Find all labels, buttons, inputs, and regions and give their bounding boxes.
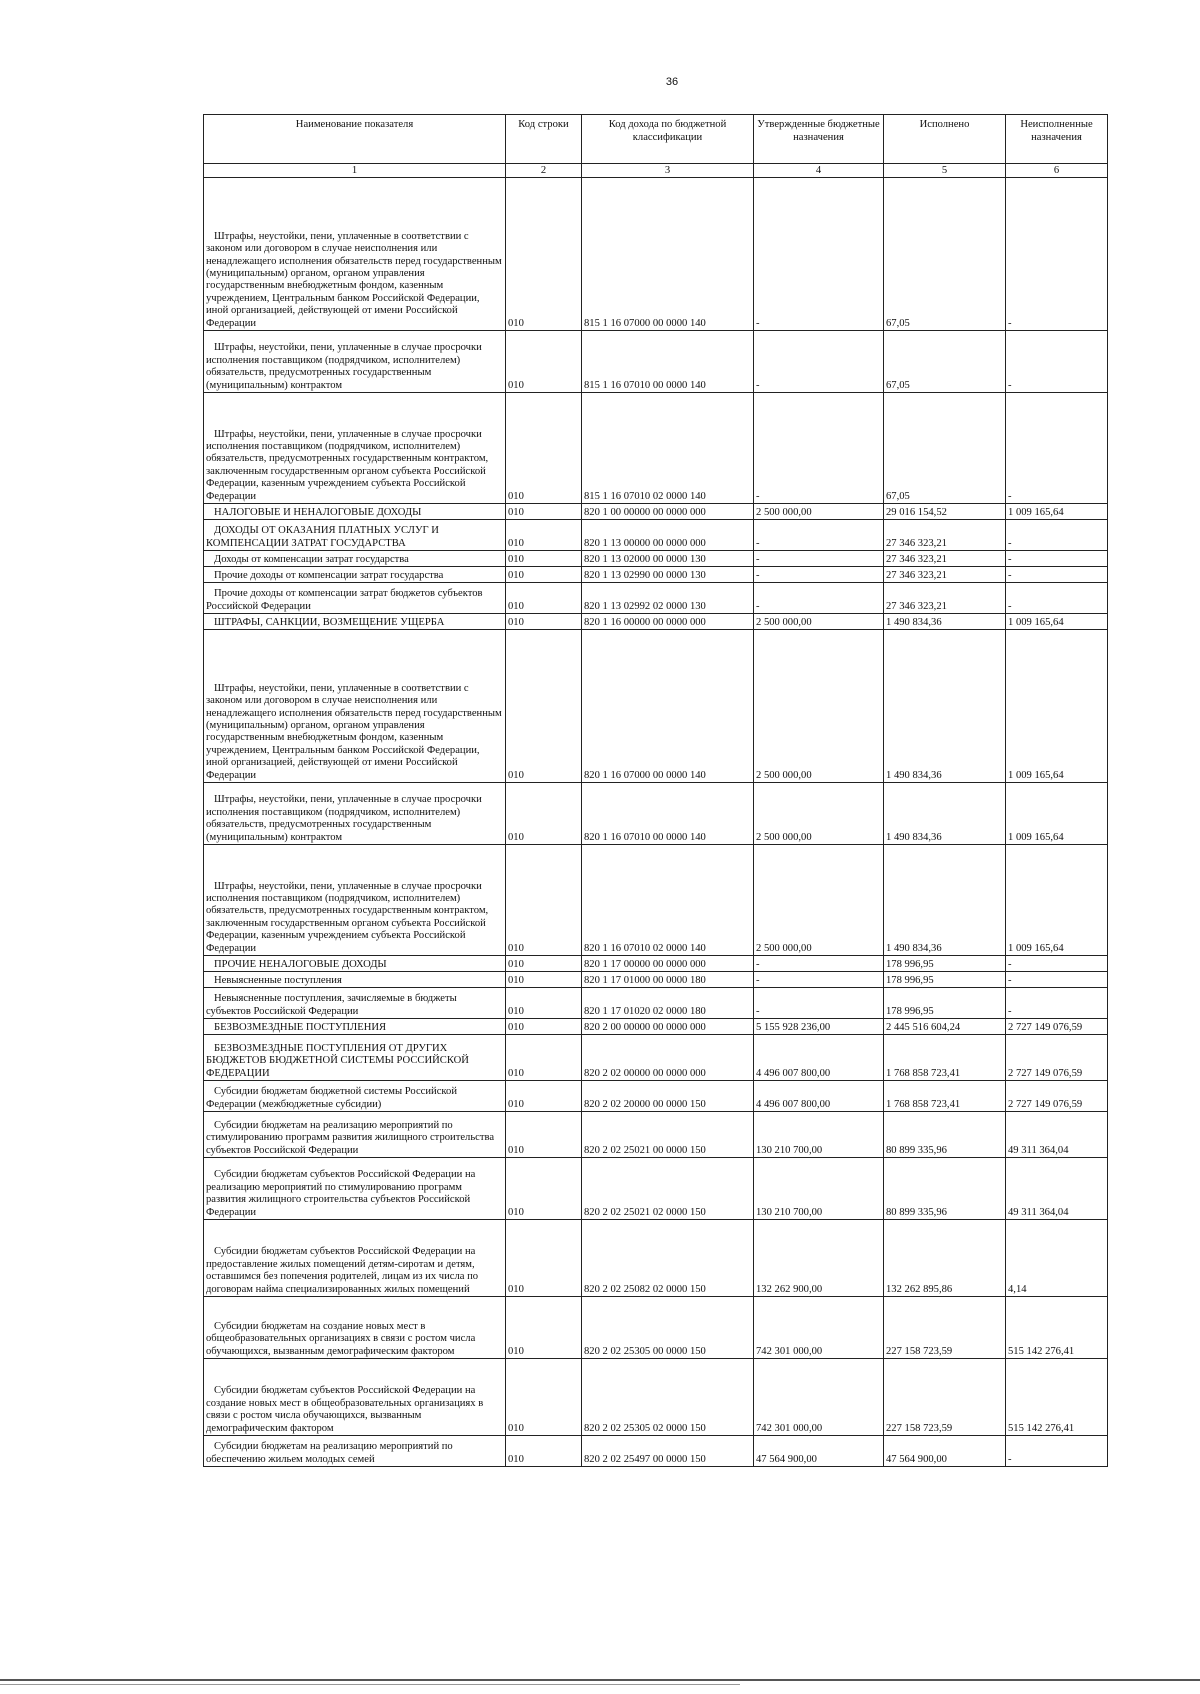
row-name-text: Штрафы, неустойки, пени, уплаченные в соответствии с законом или договором в случае неисполнения или ненадлежащего исполнения обязательств перед государственным (муниципальным) органом, органом управления государственным внебюджетным фондом, казенным учреждением, Центральным банком Российской Федерации, иной организацией, действующей от имени Российской Федерации <box>206 230 502 329</box>
row-name-text: Субсидии бюджетам субъектов Российской Федерации на реализацию мероприятий по стимулированию программ развития жилищного строительства субъектов Российской Федерации <box>206 1169 476 1218</box>
row-approved: 5 155 928 236,00 <box>754 1019 884 1035</box>
row-unexecuted: 2 727 149 076,59 <box>1006 1035 1108 1081</box>
row-line-code: 010 <box>506 504 582 520</box>
row-name <box>204 988 506 1019</box>
table-row <box>204 520 1108 551</box>
row-name <box>204 504 506 520</box>
row-name <box>204 614 506 630</box>
row-line-code: 010 <box>506 520 582 551</box>
column-number: 1 <box>204 164 506 178</box>
row-name <box>204 1220 506 1297</box>
row-income-code: 820 1 17 00000 00 0000 000 <box>582 956 754 972</box>
table-row <box>204 614 1108 630</box>
column-number: 3 <box>582 164 754 178</box>
row-name <box>204 567 506 583</box>
row-unexecuted: - <box>1006 331 1108 393</box>
row-approved: - <box>754 520 884 551</box>
row-line-code: 010 <box>506 567 582 583</box>
row-income-code: 815 1 16 07010 00 0000 140 <box>582 331 754 393</box>
table-row <box>204 783 1108 845</box>
row-income-code: 820 1 17 01020 02 0000 180 <box>582 988 754 1019</box>
row-line-code: 010 <box>506 1019 582 1035</box>
table-row <box>204 331 1108 393</box>
row-name-text: Субсидии бюджетам субъектов Российской Федерации на создание новых мест в общеобразовательных организациях в связи с ростом числа обучающихся, вызванным демографическим фактором <box>206 1385 484 1434</box>
row-name-text: Прочие доходы от компенсации затрат государства <box>214 569 444 581</box>
row-executed: 1 490 834,36 <box>884 845 1006 956</box>
header-unexecuted: Неисполненные назначения <box>1006 115 1108 164</box>
column-number: 5 <box>884 164 1006 178</box>
row-unexecuted: - <box>1006 551 1108 567</box>
row-approved: 4 496 007 800,00 <box>754 1081 884 1112</box>
row-approved: 4 496 007 800,00 <box>754 1035 884 1081</box>
row-unexecuted: 515 142 276,41 <box>1006 1297 1108 1359</box>
table-row <box>204 1112 1108 1158</box>
row-income-code: 820 1 17 01000 00 0000 180 <box>582 972 754 988</box>
row-line-code: 010 <box>506 1297 582 1359</box>
row-name <box>204 1359 506 1436</box>
row-unexecuted: - <box>1006 520 1108 551</box>
row-line-code: 010 <box>506 331 582 393</box>
row-name <box>204 520 506 551</box>
row-approved: 130 210 700,00 <box>754 1112 884 1158</box>
row-name <box>204 1436 506 1467</box>
row-approved: 2 500 000,00 <box>754 845 884 956</box>
page-bottom-rule <box>0 1679 1200 1681</box>
row-line-code: 010 <box>506 1359 582 1436</box>
table-row <box>204 567 1108 583</box>
table-row <box>204 1297 1108 1359</box>
row-unexecuted: - <box>1006 178 1108 331</box>
row-executed: 47 564 900,00 <box>884 1436 1006 1467</box>
row-unexecuted: 1 009 165,64 <box>1006 783 1108 845</box>
row-approved: - <box>754 583 884 614</box>
row-name <box>204 783 506 845</box>
row-income-code: 820 2 02 25305 00 0000 150 <box>582 1297 754 1359</box>
row-income-code: 820 2 02 25082 02 0000 150 <box>582 1220 754 1297</box>
row-unexecuted: - <box>1006 988 1108 1019</box>
column-numbers-row <box>204 164 1108 178</box>
row-approved: - <box>754 567 884 583</box>
row-executed: 27 346 323,21 <box>884 551 1006 567</box>
row-executed: 67,05 <box>884 178 1006 331</box>
row-income-code: 820 1 16 07000 00 0000 140 <box>582 630 754 783</box>
row-income-code: 815 1 16 07000 00 0000 140 <box>582 178 754 331</box>
row-name <box>204 178 506 331</box>
table-row <box>204 972 1108 988</box>
row-unexecuted: 1 009 165,64 <box>1006 504 1108 520</box>
header-executed: Исполнено <box>884 115 1006 164</box>
row-approved: - <box>754 331 884 393</box>
row-income-code: 820 1 16 07010 00 0000 140 <box>582 783 754 845</box>
row-name <box>204 583 506 614</box>
page-bottom-rule-secondary <box>0 1684 740 1685</box>
row-name <box>204 1112 506 1158</box>
row-line-code: 010 <box>506 956 582 972</box>
row-executed: 132 262 895,86 <box>884 1220 1006 1297</box>
row-unexecuted: 1 009 165,64 <box>1006 614 1108 630</box>
row-name-text: Субсидии бюджетам на реализацию мероприятий по стимулированию программ развития жилищного строительства субъектов Российской Федерации <box>206 1119 495 1156</box>
row-income-code: 820 1 13 02000 00 0000 130 <box>582 551 754 567</box>
row-line-code: 010 <box>506 614 582 630</box>
row-name-text: Субсидии бюджетам на создание новых мест в общеобразовательных организациях в связи с ростом числа обучающихся, вызванным демографическим фактором <box>206 1320 476 1357</box>
row-unexecuted: 515 142 276,41 <box>1006 1359 1108 1436</box>
table-row <box>204 1436 1108 1467</box>
header-approved: Утвержденные бюджетные назначения <box>754 115 884 164</box>
header-line-code: Код строки <box>506 115 582 164</box>
row-name <box>204 630 506 783</box>
page-number <box>0 76 1200 88</box>
row-name <box>204 331 506 393</box>
row-executed: 1 768 858 723,41 <box>884 1081 1006 1112</box>
row-line-code: 010 <box>506 845 582 956</box>
row-name-text: Штрафы, неустойки, пени, уплаченные в соответствии с законом или договором в случае неисполнения или ненадлежащего исполнения обязательств перед государственным (муниципальным) органом, органом управления государственным внебюджетным фондом, казенным учреждением, Центральным банком Российской Федерации, иной организацией, действующей от имени Российской Федерации <box>206 682 502 781</box>
row-approved: 47 564 900,00 <box>754 1436 884 1467</box>
row-name-text: БЕЗВОЗМЕЗДНЫЕ ПОСТУПЛЕНИЯ <box>214 1021 387 1033</box>
row-approved: 2 500 000,00 <box>754 504 884 520</box>
row-executed: 227 158 723,59 <box>884 1359 1006 1436</box>
row-executed: 80 899 335,96 <box>884 1158 1006 1220</box>
row-approved: 742 301 000,00 <box>754 1359 884 1436</box>
row-line-code: 010 <box>506 783 582 845</box>
row-line-code: 010 <box>506 1220 582 1297</box>
row-name <box>204 1019 506 1035</box>
row-name <box>204 845 506 956</box>
row-income-code: 820 2 02 25021 02 0000 150 <box>582 1158 754 1220</box>
row-name-text: Штрафы, неустойки, пени, уплаченные в случае просрочки исполнения поставщиком (подрядчиком, исполнителем) обязательств, предусмотренных государственным контрактом, заключенным государственным органом субъекта Российской Федерации, казенным учреждением субъекта Российской Федерации <box>206 880 489 954</box>
row-executed: 1 490 834,36 <box>884 614 1006 630</box>
row-income-code: 820 2 02 25497 00 0000 150 <box>582 1436 754 1467</box>
row-name <box>204 1081 506 1112</box>
row-name <box>204 1035 506 1081</box>
row-unexecuted: - <box>1006 393 1108 504</box>
row-approved: 2 500 000,00 <box>754 614 884 630</box>
row-line-code: 010 <box>506 1436 582 1467</box>
row-line-code: 010 <box>506 630 582 783</box>
table-row <box>204 1035 1108 1081</box>
row-unexecuted: - <box>1006 956 1108 972</box>
row-approved: 2 500 000,00 <box>754 783 884 845</box>
column-number: 4 <box>754 164 884 178</box>
row-approved: - <box>754 988 884 1019</box>
row-income-code: 815 1 16 07010 02 0000 140 <box>582 393 754 504</box>
row-approved: 2 500 000,00 <box>754 630 884 783</box>
table-row <box>204 988 1108 1019</box>
row-unexecuted: 2 727 149 076,59 <box>1006 1081 1108 1112</box>
row-income-code: 820 2 02 25021 00 0000 150 <box>582 1112 754 1158</box>
row-executed: 67,05 <box>884 393 1006 504</box>
row-name <box>204 1297 506 1359</box>
row-executed: 178 996,95 <box>884 988 1006 1019</box>
row-executed: 227 158 723,59 <box>884 1297 1006 1359</box>
row-executed: 27 346 323,21 <box>884 583 1006 614</box>
row-name-text: БЕЗВОЗМЕЗДНЫЕ ПОСТУПЛЕНИЯ ОТ ДРУГИХ БЮДЖЕТОВ БЮДЖЕТНОЙ СИСТЕМЫ РОССИЙСКОЙ ФЕДЕРАЦИИ <box>206 1042 469 1079</box>
row-line-code: 010 <box>506 1035 582 1081</box>
row-unexecuted: 49 311 364,04 <box>1006 1112 1108 1158</box>
row-name-text: Штрафы, неустойки, пени, уплаченные в случае просрочки исполнения поставщиком (подрядчиком, исполнителем) обязательств, предусмотренных государственным (муниципальным) контрактом <box>206 342 482 391</box>
row-name-text: Штрафы, неустойки, пени, уплаченные в случае просрочки исполнения поставщиком (подрядчиком, исполнителем) обязательств, предусмотренных государственным контрактом, заключенным государственным органом субъекта Российской Федерации, казенным учреждением субъекта Российской Федерации <box>206 428 489 502</box>
row-approved: - <box>754 956 884 972</box>
row-approved: - <box>754 551 884 567</box>
row-line-code: 010 <box>506 1112 582 1158</box>
table-row <box>204 1081 1108 1112</box>
table-row <box>204 630 1108 783</box>
table-row <box>204 504 1108 520</box>
table-row <box>204 1019 1108 1035</box>
row-name-text: Невыясненные поступления, зачисляемые в бюджеты субъектов Российской Федерации <box>206 993 457 1017</box>
row-unexecuted: - <box>1006 1436 1108 1467</box>
row-line-code: 010 <box>506 583 582 614</box>
row-approved: - <box>754 178 884 331</box>
row-unexecuted: - <box>1006 972 1108 988</box>
row-unexecuted: - <box>1006 567 1108 583</box>
table-row <box>204 956 1108 972</box>
row-income-code: 820 2 02 20000 00 0000 150 <box>582 1081 754 1112</box>
row-income-code: 820 2 00 00000 00 0000 000 <box>582 1019 754 1035</box>
row-name <box>204 551 506 567</box>
row-executed: 27 346 323,21 <box>884 520 1006 551</box>
row-income-code: 820 1 13 02992 02 0000 130 <box>582 583 754 614</box>
row-name-text: ПРОЧИЕ НЕНАЛОГОВЫЕ ДОХОДЫ <box>214 958 387 970</box>
table-row <box>204 583 1108 614</box>
row-name <box>204 1158 506 1220</box>
row-executed: 2 445 516 604,24 <box>884 1019 1006 1035</box>
row-name-text: ДОХОДЫ ОТ ОКАЗАНИЯ ПЛАТНЫХ УСЛУГ И КОМПЕНСАЦИИ ЗАТРАТ ГОСУДАРСТВА <box>206 525 439 549</box>
row-unexecuted: 1 009 165,64 <box>1006 845 1108 956</box>
row-name-text: Субсидии бюджетам на реализацию мероприятий по обеспечению жильем молодых семей <box>206 1441 453 1465</box>
row-unexecuted: 4,14 <box>1006 1220 1108 1297</box>
table-row <box>204 1220 1108 1297</box>
row-line-code: 010 <box>506 551 582 567</box>
table-body <box>204 178 1108 1467</box>
row-income-code: 820 1 13 00000 00 0000 000 <box>582 520 754 551</box>
row-executed: 1 490 834,36 <box>884 630 1006 783</box>
header-indicator-name: Наименование показателя <box>204 115 506 164</box>
row-name-text: Субсидии бюджетам бюджетной системы Российской Федерации (межбюджетные субсидии) <box>206 1086 457 1110</box>
row-executed: 1 768 858 723,41 <box>884 1035 1006 1081</box>
row-income-code: 820 1 16 07010 02 0000 140 <box>582 845 754 956</box>
column-number: 2 <box>506 164 582 178</box>
row-approved: 130 210 700,00 <box>754 1158 884 1220</box>
row-approved: 742 301 000,00 <box>754 1297 884 1359</box>
row-executed: 67,05 <box>884 331 1006 393</box>
table-row <box>204 1359 1108 1436</box>
row-income-code: 820 1 00 00000 00 0000 000 <box>582 504 754 520</box>
column-number: 6 <box>1006 164 1108 178</box>
row-income-code: 820 1 16 00000 00 0000 000 <box>582 614 754 630</box>
table-row <box>204 393 1108 504</box>
row-unexecuted: 49 311 364,04 <box>1006 1158 1108 1220</box>
budget-report-table <box>203 114 1108 1467</box>
header-income-code: Код дохода по бюджетной классификации <box>582 115 754 164</box>
row-approved: 132 262 900,00 <box>754 1220 884 1297</box>
row-name-text: ШТРАФЫ, САНКЦИИ, ВОЗМЕЩЕНИЕ УЩЕРБА <box>214 616 445 628</box>
table-row <box>204 1158 1108 1220</box>
row-name-text: Субсидии бюджетам субъектов Российской Федерации на предоставление жилых помещений детям-сиротам и детям, оставшимся без попечения родителей, лицам из их числа по договорам найма специализированных жилых помещений <box>206 1246 479 1295</box>
row-executed: 29 016 154,52 <box>884 504 1006 520</box>
row-line-code: 010 <box>506 972 582 988</box>
row-unexecuted: 2 727 149 076,59 <box>1006 1019 1108 1035</box>
row-unexecuted: - <box>1006 583 1108 614</box>
row-approved: - <box>754 972 884 988</box>
row-name-text: Прочие доходы от компенсации затрат бюджетов субъектов Российской Федерации <box>206 588 483 612</box>
row-executed: 1 490 834,36 <box>884 783 1006 845</box>
row-name-text: НАЛОГОВЫЕ И НЕНАЛОГОВЫЕ ДОХОДЫ <box>214 506 422 518</box>
row-line-code: 010 <box>506 393 582 504</box>
row-name <box>204 393 506 504</box>
table-header-row <box>204 115 1108 164</box>
row-executed: 80 899 335,96 <box>884 1112 1006 1158</box>
table-row <box>204 551 1108 567</box>
row-unexecuted: 1 009 165,64 <box>1006 630 1108 783</box>
table-row <box>204 178 1108 331</box>
row-line-code: 010 <box>506 1158 582 1220</box>
row-line-code: 010 <box>506 178 582 331</box>
row-line-code: 010 <box>506 988 582 1019</box>
row-name <box>204 972 506 988</box>
row-executed: 27 346 323,21 <box>884 567 1006 583</box>
row-income-code: 820 1 13 02990 00 0000 130 <box>582 567 754 583</box>
page-number-text: 36 <box>665 76 679 88</box>
row-line-code: 010 <box>506 1081 582 1112</box>
row-name <box>204 956 506 972</box>
row-name-text: Штрафы, неустойки, пени, уплаченные в случае просрочки исполнения поставщиком (подрядчиком, исполнителем) обязательств, предусмотренных государственным (муниципальным) контрактом <box>206 794 482 843</box>
row-income-code: 820 2 02 00000 00 0000 000 <box>582 1035 754 1081</box>
row-name-text: Невыясненные поступления <box>214 974 342 986</box>
row-executed: 178 996,95 <box>884 956 1006 972</box>
row-name-text: Доходы от компенсации затрат государства <box>214 553 409 565</box>
row-income-code: 820 2 02 25305 02 0000 150 <box>582 1359 754 1436</box>
row-executed: 178 996,95 <box>884 972 1006 988</box>
row-approved: - <box>754 393 884 504</box>
table-row <box>204 845 1108 956</box>
